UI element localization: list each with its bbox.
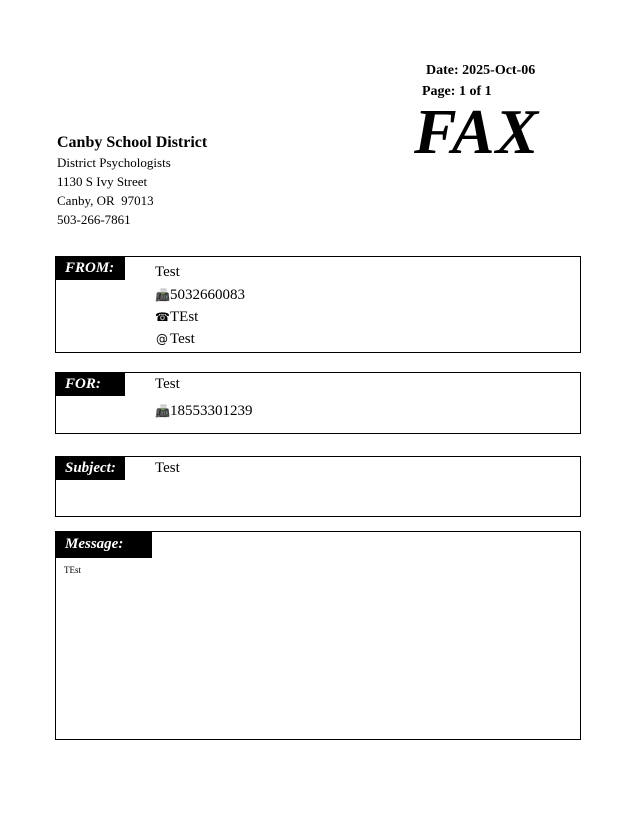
from-box — [55, 256, 581, 353]
for-name: Test — [155, 376, 180, 392]
message-box — [55, 531, 581, 740]
org-street: 1130 S Ivy Street — [57, 174, 148, 189]
date-label: Date: — [426, 63, 459, 78]
date-line — [426, 62, 535, 80]
from-email-row — [155, 328, 195, 350]
for-label: FOR: — [55, 372, 125, 396]
org-name: Canby School District — [57, 134, 208, 151]
from-phone: TEst — [170, 309, 199, 325]
fax-machine-icon: 📠 — [155, 288, 170, 302]
at-sign-icon: @ — [156, 332, 168, 346]
from-fax-row — [155, 284, 245, 306]
from-fax: 5032660083 — [170, 287, 245, 303]
from-name: Test — [155, 264, 180, 280]
message-label: Message: — [55, 531, 152, 558]
message-body: TEst — [64, 565, 81, 575]
page-label: Page: — [422, 84, 456, 99]
subject-label: Subject: — [55, 456, 125, 480]
org-department: District Psychologists — [57, 155, 171, 170]
from-email: Test — [170, 331, 195, 347]
for-fax-row — [155, 400, 253, 422]
fax-title: FAX — [414, 96, 540, 167]
page-value: 1 of 1 — [458, 84, 492, 99]
fax-machine-icon: 📠 — [155, 404, 170, 418]
for-fax: 18553301239 — [170, 403, 253, 419]
org-city-state-zip: Canby, OR 97013 — [57, 193, 154, 208]
org-phone: 503-266-7861 — [57, 212, 131, 227]
subject-value: Test — [155, 460, 180, 476]
sender-org-block — [57, 133, 207, 229]
subject-box — [55, 456, 581, 517]
phone-icon: ☎ — [155, 310, 170, 324]
date-value: 2025-Oct-06 — [462, 63, 536, 78]
from-phone-row — [155, 306, 198, 328]
for-box — [55, 372, 581, 434]
from-label: FROM: — [55, 256, 125, 280]
